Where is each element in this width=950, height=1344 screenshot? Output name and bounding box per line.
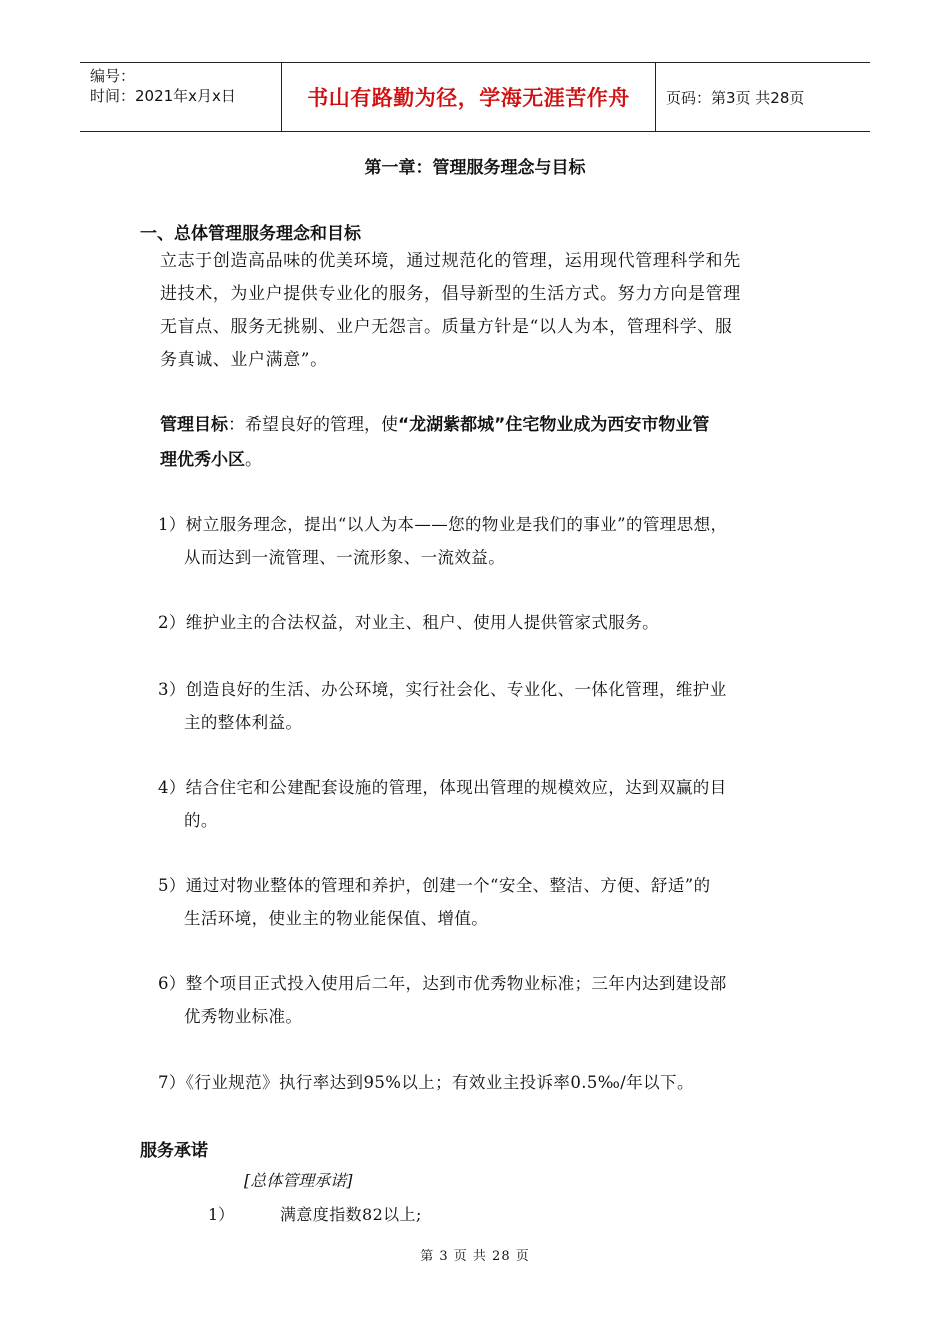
goal-highlight-cont: 理优秀小区 bbox=[160, 450, 245, 470]
service-item-text: 满意度指数82以上; bbox=[280, 1205, 422, 1224]
goal-item-6: 6）整个项目正式投入使用后二年，达到市优秀物业标准；三年内达到建设部 bbox=[158, 974, 727, 993]
service-item-number: 1） bbox=[208, 1205, 235, 1224]
goal-item-5: 5）通过对物业整体的管理和养护，创建一个“安全、整洁、方便、舒适”的 bbox=[158, 876, 711, 895]
goal-item-4-cont: 的。 bbox=[184, 811, 218, 830]
goal-sep: ： bbox=[228, 415, 245, 435]
goal-item-1: 1）树立服务理念，提出“以人为本——您的物业是我们的事业”的管理思想， bbox=[158, 515, 728, 534]
management-goal bbox=[160, 408, 709, 478]
header-motto-cell bbox=[282, 63, 656, 131]
paragraph-line: 立志于创造高品味的优美环境，通过规范化的管理，运用现代管理科学和先 bbox=[160, 251, 741, 271]
header-table bbox=[80, 62, 870, 132]
header-date: 时间：2021年x月x日 bbox=[90, 87, 236, 105]
header-page-info: 页码：第3页 共28页 bbox=[666, 88, 805, 107]
goal-item-7: 7）《行业规范》执行率达到95%以上；有效业主投诉率0.5‰/年以下。 bbox=[158, 1073, 694, 1092]
paragraph-line: 无盲点、服务无挑剔、业户无怨言。质量方针是“以人为本，管理科学、服 bbox=[160, 317, 733, 337]
goal-label: 管理目标 bbox=[160, 415, 228, 435]
service-subtitle: [总体管理承诺] bbox=[244, 1171, 353, 1190]
goal-highlight: “龙湖紫都城”住宅物业成为西安市物业管 bbox=[398, 415, 710, 435]
header-left-cell bbox=[80, 63, 282, 131]
goal-item-3: 3）创造良好的生活、办公环境，实行社会化、专业化、一体化管理，维护业 bbox=[158, 680, 727, 699]
goal-item-6-cont: 优秀物业标准。 bbox=[184, 1007, 303, 1026]
goal-end: 。 bbox=[245, 450, 262, 470]
goal-item-4: 4）结合住宅和公建配套设施的管理，体现出管理的规模效应，达到双赢的目 bbox=[158, 778, 727, 797]
header-motto: 书山有路勤为径，学海无涯苦作舟 bbox=[307, 86, 630, 110]
goal-item-2: 2）维护业主的合法权益，对业主、租户、使用人提供管家式服务。 bbox=[158, 613, 659, 632]
page-footer: 第 3 页 共 28 页 bbox=[420, 1249, 530, 1264]
goal-item-3-cont: 主的整体利益。 bbox=[184, 713, 303, 732]
goal-item-5-cont: 生活环境，使业主的物业能保值、增值。 bbox=[184, 909, 489, 928]
header-number-label: 编号： bbox=[90, 67, 136, 85]
goal-item-1-cont: 从而达到一流管理、一流形象、一流效益。 bbox=[184, 548, 506, 567]
goal-text: 希望良好的管理，使 bbox=[245, 415, 398, 435]
section-paragraph bbox=[160, 245, 741, 377]
section-title: 一、总体管理服务理念和目标 bbox=[140, 224, 361, 244]
chapter-title: 第一章：管理服务理念与目标 bbox=[364, 158, 586, 178]
service-title: 服务承诺 bbox=[140, 1141, 208, 1161]
paragraph-line: 务真诚、业户满意”。 bbox=[160, 350, 328, 370]
paragraph-line: 进技术，为业户提供专业化的服务，倡导新型的生活方式。努力方向是管理 bbox=[160, 284, 741, 304]
